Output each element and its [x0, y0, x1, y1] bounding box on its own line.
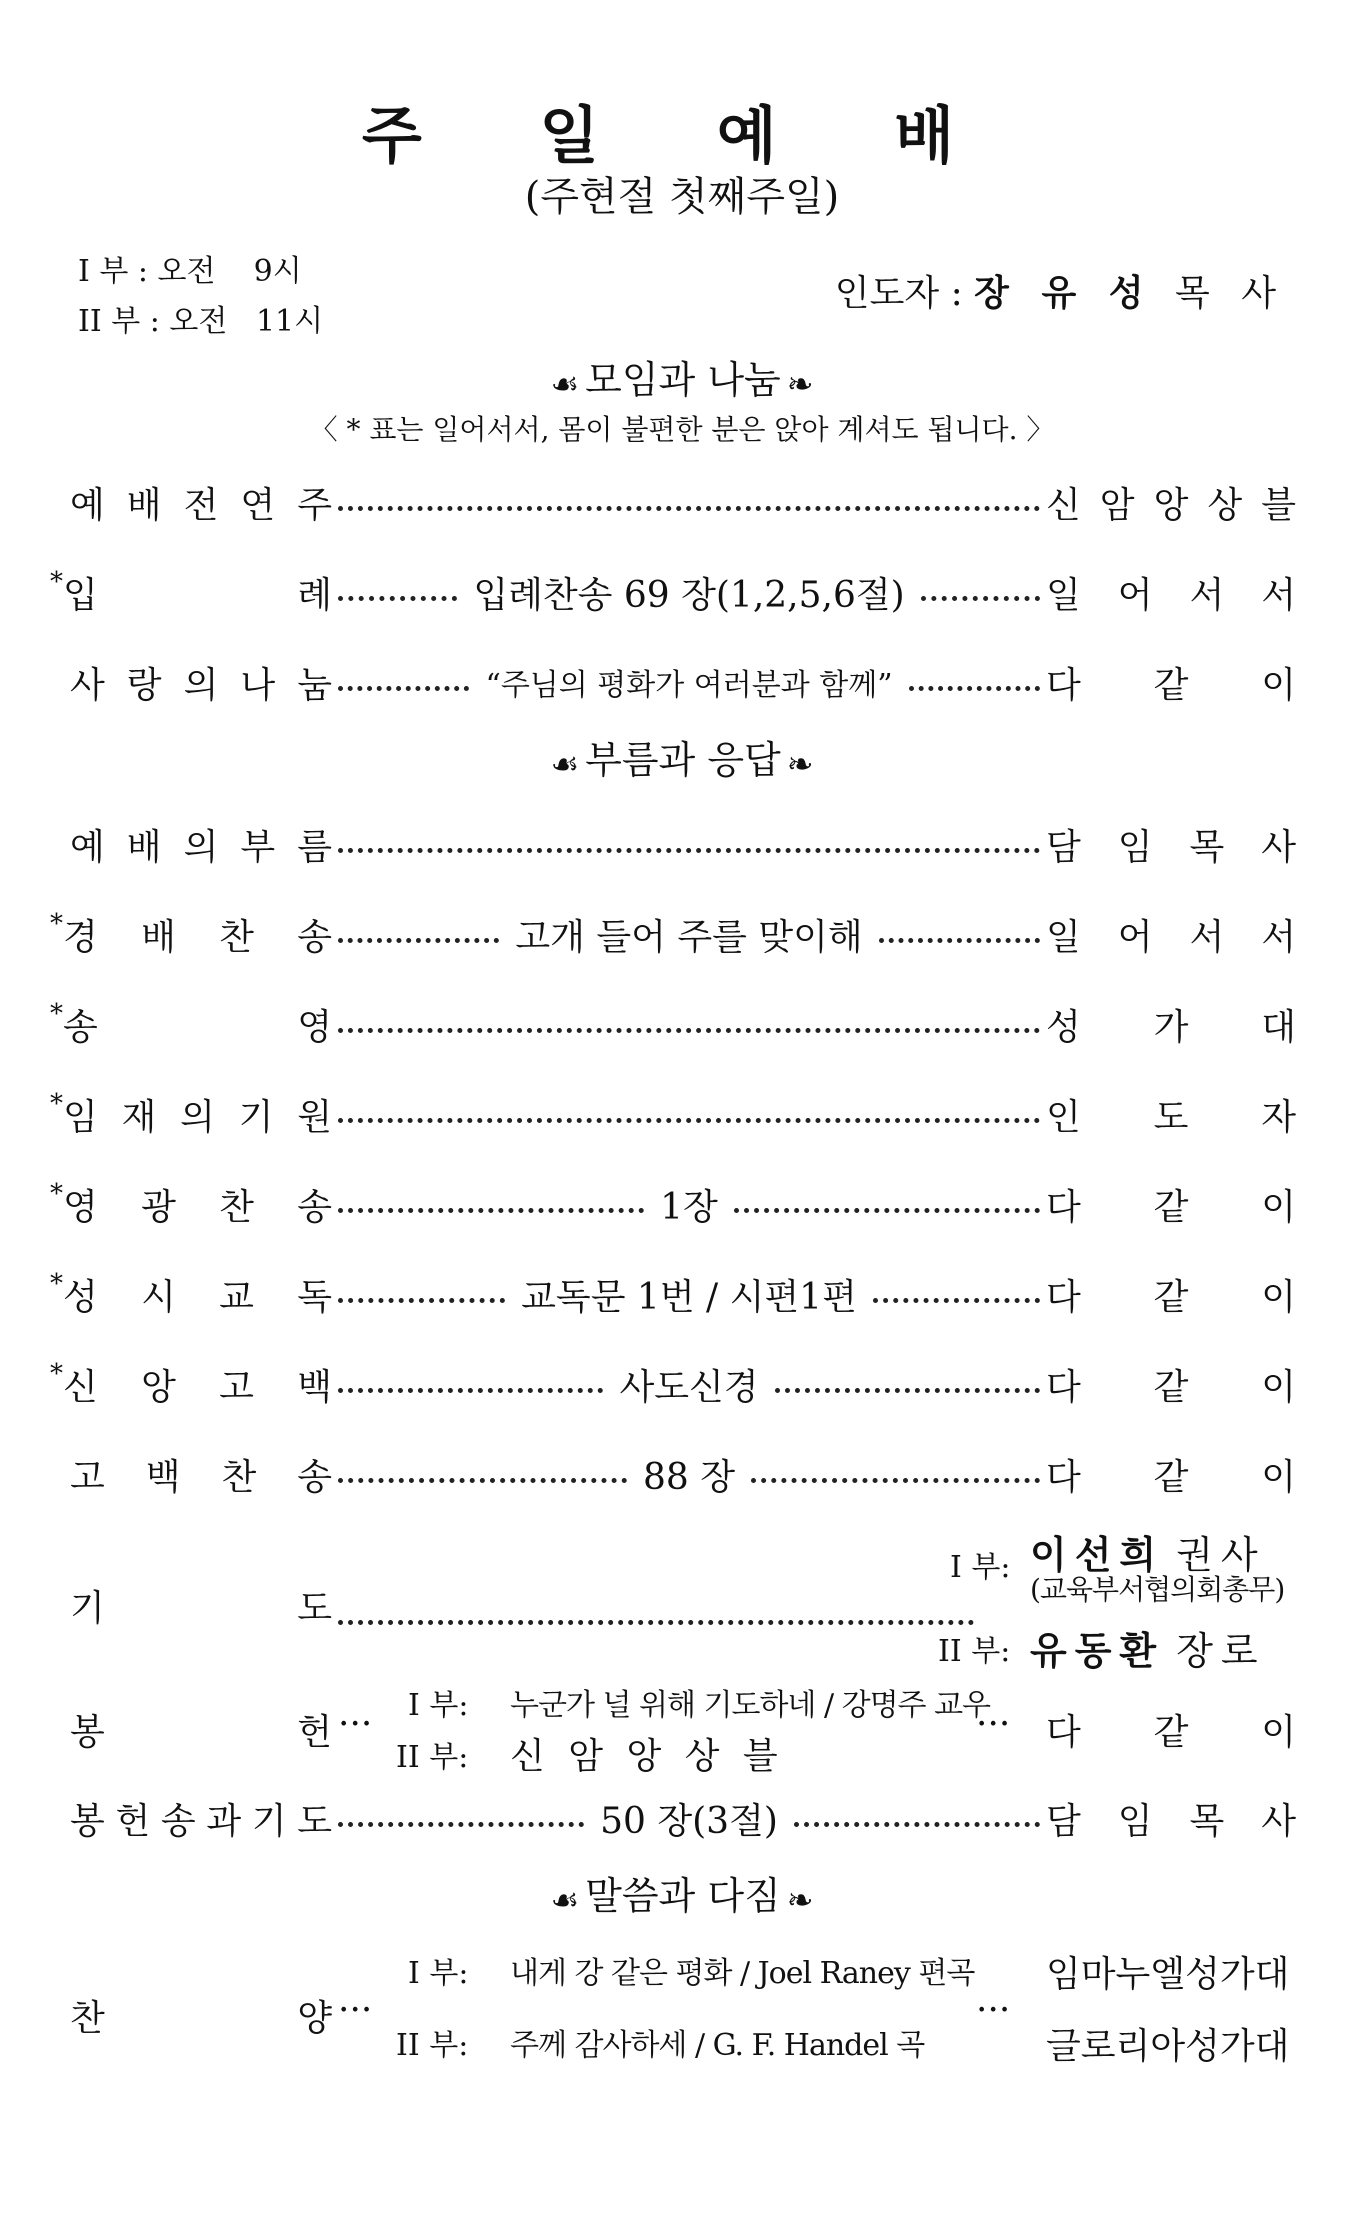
label-char: 부: [240, 826, 276, 868]
label-char: 배: [126, 826, 162, 868]
label-char: 앙: [1153, 484, 1189, 526]
label-char: 다: [1046, 1456, 1081, 1498]
order-row-praise: [70, 1946, 1296, 2086]
label-char: 랑: [126, 664, 162, 706]
label-char: 찬: [70, 1998, 105, 2039]
leader-dots: [338, 848, 1040, 853]
leader-dots: [338, 1028, 1040, 1033]
item-detail: 50 장(3절): [600, 1800, 778, 1842]
label-char: 같: [1153, 1456, 1189, 1498]
item-performer: [1046, 567, 1296, 618]
prayer-part1-name: 이선희: [1030, 1533, 1165, 1577]
label-char: 도: [297, 1800, 332, 1842]
label-char: 목: [1189, 1800, 1225, 1842]
page-title: 주 일 예 배: [361, 99, 1003, 172]
standing-mark: *: [50, 1178, 63, 1209]
leader-dots: [338, 1620, 974, 1625]
item-detail: 1장: [660, 1186, 718, 1228]
label-char: 다: [1046, 1366, 1081, 1408]
item-detail: 교독문 1번 / 시편1편: [521, 1276, 857, 1318]
order-row-sharing: [70, 654, 1296, 710]
item-label: [50, 1268, 332, 1320]
item-performer: [1046, 909, 1296, 960]
order-row-prayer: [70, 1520, 1296, 1673]
label-char: 이: [1261, 1366, 1297, 1408]
label-char: 과: [206, 1800, 242, 1842]
label-char: 백: [297, 1366, 332, 1408]
standing-mark: *: [50, 1358, 63, 1389]
label-char: 사: [1261, 1800, 1296, 1842]
item-label: [70, 477, 332, 528]
offering-part2-text: 신 암 앙 상 블: [510, 1736, 784, 1777]
label-char: 고: [219, 1366, 254, 1408]
right-ornament-icon: ❧: [786, 1880, 814, 1919]
label-char: 송: [297, 1186, 332, 1228]
standing-mark: *: [50, 998, 63, 1029]
label-char: 서: [1189, 916, 1225, 958]
offering-part2-prefix: II 부:: [396, 1740, 469, 1775]
label-char: 상: [1207, 484, 1243, 526]
item-detail: 입례찬송 69 장(1,2,5,6절): [473, 574, 905, 616]
prayer-part2-title: 장로: [1176, 1629, 1266, 1673]
label-char: 이: [1261, 664, 1297, 706]
label-char: 다: [1046, 1186, 1081, 1228]
order-row-anthem: [50, 996, 1296, 1052]
order-row-gloria: [50, 1176, 1296, 1232]
label-char: 같: [1153, 664, 1189, 706]
service-time-2: II 부 : 오전 11시: [78, 304, 324, 339]
label-char: 담: [1046, 826, 1081, 868]
item-label: [70, 1793, 332, 1844]
label-char: 자: [1261, 1096, 1296, 1138]
service-time-1: I 부 : 오전 9시: [78, 254, 302, 289]
praise-part1-prefix: I 부:: [408, 1956, 469, 1991]
ellipsis: ···: [338, 1704, 373, 1745]
section-heading-gathering: [0, 356, 1364, 408]
label-char: 다: [1046, 664, 1081, 706]
order-row-offering-prayer: [70, 1790, 1296, 1846]
leader-dots: [338, 1208, 644, 1213]
label-char: 인: [1046, 1096, 1081, 1138]
label-char: 담: [1046, 1800, 1081, 1842]
item-performer: [1046, 1359, 1296, 1410]
offering-part1-prefix: I 부:: [408, 1688, 469, 1723]
prayer-part2-prefix: II 부:: [938, 1634, 1011, 1669]
label-char: 이: [1261, 1276, 1297, 1318]
ellipsis: ···: [976, 1990, 1011, 2031]
prayer-part2-leader: [1030, 1620, 1266, 1675]
leader-dots: [338, 1478, 627, 1483]
label-char: *임: [50, 1088, 98, 1138]
item-performer: [1046, 477, 1296, 528]
item-label: [70, 819, 332, 870]
label-char: 백: [145, 1456, 181, 1498]
label-char: 배: [126, 484, 162, 526]
order-row-confession: [70, 1446, 1296, 1502]
label-char: 임: [1117, 826, 1153, 868]
item-performer: [1046, 1449, 1296, 1500]
standing-mark: *: [50, 1088, 63, 1119]
item-performer: [1046, 1269, 1296, 1320]
label-char: 같: [1153, 1366, 1189, 1408]
order-row-call: [70, 816, 1296, 872]
left-ornament-icon: ☙: [550, 1880, 580, 1919]
order-row-offering: [70, 1680, 1296, 1780]
label-char: *영: [50, 1178, 98, 1228]
leader-dots: [794, 1822, 1040, 1827]
item-label: [50, 566, 332, 618]
label-char: 기: [251, 1800, 287, 1842]
label-char: 름: [297, 826, 332, 868]
label-char: 독: [297, 1276, 332, 1318]
item-label: [50, 1178, 332, 1230]
label-char: 고: [70, 1456, 105, 1498]
label-char: 앙: [141, 1366, 176, 1408]
label-char: 다: [1046, 1712, 1081, 1753]
label-char: 서: [1261, 574, 1296, 616]
label-char: 같: [1153, 1712, 1189, 1753]
label-char: 신: [1046, 484, 1081, 526]
label-char: *입: [50, 566, 98, 616]
item-performer: [1046, 999, 1296, 1050]
item-label: [50, 1088, 332, 1140]
ellipsis: ···: [338, 1990, 373, 2031]
section-title: 모임과 나눔: [585, 358, 781, 402]
label-char: 이: [1261, 1186, 1296, 1228]
leader-dots: [338, 1118, 1040, 1123]
leader-name: 장 유 성: [974, 273, 1154, 314]
standing-note: 〈 * 표는 일어서서, 몸이 불편한 분은 앉아 계셔도 됩니다. 〉: [309, 413, 1055, 446]
praise-part2-performer: 글로리아성가대: [1046, 2026, 1290, 2067]
ellipsis: ···: [976, 1704, 1011, 1745]
label-char: 서: [1261, 916, 1296, 958]
page-subtitle: (주현절 첫째주일): [524, 174, 840, 220]
leader-dots: [338, 1822, 584, 1827]
item-performer: [1046, 657, 1296, 708]
label-char: 성: [1046, 1006, 1081, 1048]
label-char: 원: [297, 1096, 332, 1138]
leader-title: 목 사: [1153, 273, 1286, 314]
label-char: 송: [160, 1800, 196, 1842]
leader-label: 인도자 :: [834, 273, 975, 314]
offering-part1-text: 누군가 널 위해 기도하네 / 강명주 교우: [510, 1688, 991, 1723]
label-char: 광: [141, 1186, 176, 1228]
label-char: 이: [1261, 1712, 1296, 1753]
item-label: [70, 1449, 332, 1500]
standing-mark: *: [50, 1268, 63, 1299]
label-char: 송: [297, 916, 332, 958]
item-label: [70, 1580, 332, 1631]
label-char: 봉: [70, 1712, 105, 1753]
praise-part1-performer: 임마누엘성가대: [1046, 1954, 1290, 1995]
label-char: 대: [1261, 1006, 1296, 1048]
label-char: 헌: [297, 1712, 332, 1753]
leader-dots: [338, 1298, 505, 1303]
section-heading-word: [0, 1872, 1364, 1924]
label-char: 의: [180, 1096, 215, 1138]
prayer-part1-prefix: I 부:: [950, 1550, 1011, 1585]
item-performer: [1046, 819, 1296, 870]
leader-dots: [338, 1388, 603, 1393]
label-char: 양: [297, 1998, 332, 2039]
label-char: 전: [183, 484, 219, 526]
item-performer: [1046, 1704, 1296, 1755]
item-detail: 88 장: [642, 1456, 736, 1498]
label-char: 암: [1099, 484, 1135, 526]
label-char: 사: [70, 664, 105, 706]
label-char: 예: [70, 484, 105, 526]
worship-leader: [835, 272, 1286, 316]
item-performer: [1046, 1793, 1296, 1844]
item-label: [50, 908, 332, 960]
label-char: 예: [70, 826, 105, 868]
label-char: 어: [1117, 916, 1153, 958]
label-char: 눔: [297, 664, 332, 706]
order-row-creed: [50, 1356, 1297, 1412]
order-row-hymn: [50, 906, 1296, 962]
standing-mark: *: [50, 908, 63, 939]
label-char: 다: [1046, 1276, 1081, 1318]
item-label: [50, 1358, 332, 1410]
label-char: 영: [297, 1006, 332, 1048]
order-row-responsive: [50, 1266, 1297, 1322]
label-char: 찬: [221, 1456, 257, 1498]
prayer-part1-title: 권사: [1176, 1533, 1266, 1577]
prayer-part2-name: 유동환: [1030, 1629, 1165, 1673]
label-char: 임: [1117, 1800, 1153, 1842]
label-char: 의: [183, 826, 219, 868]
label-char: *송: [50, 998, 98, 1048]
left-ornament-icon: ☙: [550, 364, 580, 403]
right-ornament-icon: ❧: [786, 744, 814, 783]
label-char: 도: [1153, 1096, 1189, 1138]
label-char: 목: [1189, 826, 1225, 868]
leader-dots: [338, 596, 457, 601]
label-char: *경: [50, 908, 98, 958]
item-label: [70, 657, 332, 708]
item-label: [50, 998, 332, 1050]
label-char: 서: [1189, 574, 1225, 616]
order-row-invocation: [50, 1086, 1296, 1142]
label-char: 찬: [219, 916, 254, 958]
leader-dots: [873, 1298, 1040, 1303]
leader-dots: [338, 506, 1040, 511]
label-char: 같: [1153, 1186, 1189, 1228]
item-label: [70, 1704, 332, 1755]
section-title: 부름과 응답: [585, 738, 781, 782]
leader-dots: [751, 1478, 1040, 1483]
label-char: 의: [183, 664, 219, 706]
label-char: *신: [50, 1358, 98, 1408]
order-row-prelude: [70, 474, 1296, 530]
item-performer: [1046, 1179, 1296, 1230]
leader-dots: [879, 938, 1040, 943]
label-char: 배: [141, 916, 176, 958]
item-performer: [1046, 1089, 1296, 1140]
left-ornament-icon: ☙: [550, 744, 580, 783]
label-char: 사: [1261, 826, 1296, 868]
leader-dots: [338, 938, 499, 943]
label-char: 일: [1046, 916, 1081, 958]
label-char: 찬: [219, 1186, 254, 1228]
label-char: 이: [1261, 1456, 1296, 1498]
item-label: [70, 1990, 332, 2041]
label-char: 기: [70, 1588, 105, 1629]
order-row-procession: [50, 564, 1296, 620]
leader-dots: [734, 1208, 1040, 1213]
label-char: 봉: [70, 1800, 105, 1842]
standing-mark: *: [50, 566, 63, 597]
item-detail: 사도신경: [619, 1366, 759, 1408]
praise-part1-text: 내게 강 같은 평화 / Joel Raney 편곡: [510, 1956, 975, 1991]
label-char: 블: [1261, 484, 1296, 526]
label-char: 송: [297, 1456, 332, 1498]
leader-dots: [921, 596, 1040, 601]
praise-part2-prefix: II 부:: [396, 2028, 469, 2063]
praise-part2-text: 주께 감사하세 / G. F. Handel 곡: [510, 2028, 925, 2063]
leader-dots: [909, 686, 1040, 691]
item-detail: 고개 들어 주를 맞이해: [515, 916, 863, 958]
label-char: 교: [219, 1276, 254, 1318]
label-char: 가: [1153, 1006, 1189, 1048]
leader-dots: [338, 686, 469, 691]
label-char: 어: [1117, 574, 1153, 616]
label-char: 주: [297, 484, 332, 526]
label-char: 헌: [115, 1800, 151, 1842]
label-char: 같: [1153, 1276, 1189, 1318]
label-char: 례: [297, 574, 332, 616]
item-detail: “주님의 평화가 여러분과 함께”: [485, 668, 893, 703]
prayer-part1-note: (교육부서협의회총무): [1030, 1573, 1285, 1606]
label-char: 시: [141, 1276, 176, 1318]
section-title: 말씀과 다짐: [585, 1874, 781, 1918]
label-char: 재: [121, 1096, 157, 1138]
label-char: 기: [238, 1096, 274, 1138]
label-char: 도: [297, 1588, 332, 1629]
label-char: 일: [1046, 574, 1081, 616]
right-ornament-icon: ❧: [786, 364, 814, 403]
section-heading-calling: [0, 736, 1364, 788]
label-char: *성: [50, 1268, 98, 1318]
label-char: 나: [240, 664, 276, 706]
leader-dots: [775, 1388, 1040, 1393]
label-char: 연: [240, 484, 276, 526]
